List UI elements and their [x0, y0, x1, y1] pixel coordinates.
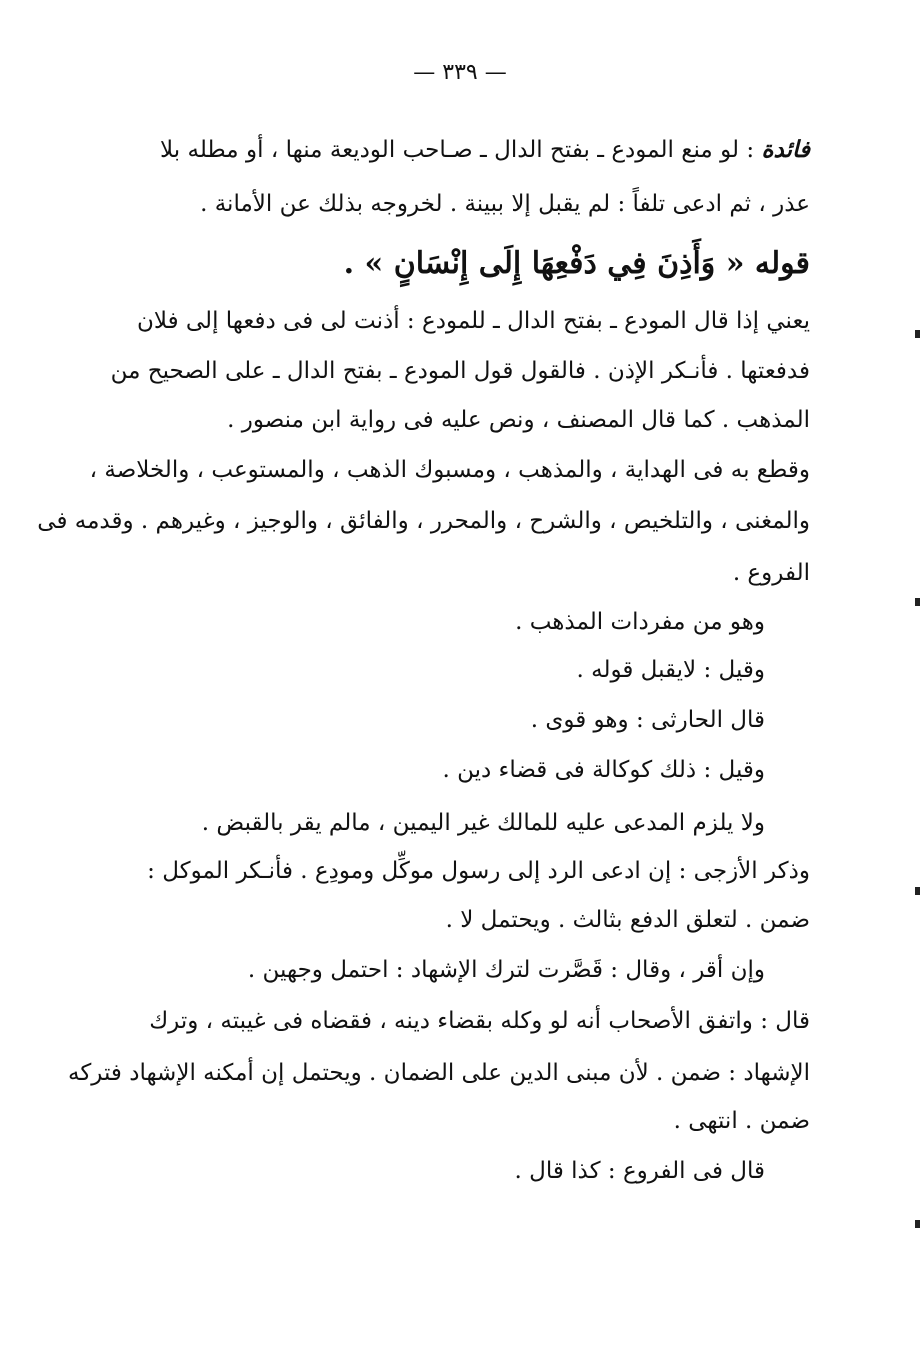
text-line: ضمن . انتهى .	[673, 1108, 810, 1134]
text-line: والمغنى ، والتلخيص ، والشرح ، والمحرر ، والفائق ، والوجيز ، وغيرهم . وقدمه فى	[37, 508, 810, 534]
margin-mark	[915, 887, 920, 895]
page-number: — ٣٣٩ —	[413, 60, 507, 85]
text-line: وقيل : لايقبل قوله .	[576, 657, 765, 683]
text-line: فائدة : لو منع المودع ـ بفتح الدال ـ صـاحب الوديعة منها ، أو مطله بلا	[160, 136, 811, 163]
text-line: ضمن . لتعلق الدفع بثالث . ويحتمل لا .	[445, 907, 810, 933]
text-line: وهو من مفردات المذهب .	[515, 609, 765, 635]
note-heading: فائدة	[761, 136, 811, 163]
text-line: وقيل : ذلك كوكالة فى قضاء دين .	[442, 757, 765, 783]
text-line: الفروع .	[732, 560, 810, 586]
text-line: قال : واتفق الأصحاب أنه لو وكله بقضاء دينه ، فقضاه فى غيبته ، وترك	[149, 1008, 810, 1034]
text-line: المذهب . كما قال المصنف ، ونص عليه فى رواية ابن منصور .	[227, 407, 810, 433]
quoted-text-line: قوله « وَأَذِنَ فِي دَفْعِهَا إِلَى إِنْسَانٍ » .	[343, 246, 810, 281]
text-line: الإشهاد : ضمن . لأن مبنى الدين على الضمان . ويحتمل إن أمكنه الإشهاد فتركه	[67, 1060, 810, 1086]
text-line: قال فى الفروع : كذا قال .	[514, 1158, 765, 1184]
margin-mark	[915, 598, 920, 606]
margin-mark	[915, 330, 920, 338]
text-line: عذر ، ثم ادعى تلفاً : لم يقبل إلا ببينة . لخروجه بذلك عن الأمانة .	[200, 191, 810, 217]
text-line: ولا يلزم المدعى عليه للمالك غير اليمين ، مالم يقر بالقبض .	[201, 810, 765, 836]
text-line: وذكر الأزجى : إن ادعى الرد إلى رسول موكِّل ومودِع . فأنـكر الموكل :	[147, 858, 810, 884]
margin-mark	[915, 1220, 920, 1228]
text-line: وإن أقر ، وقال : قَصَّرت لترك الإشهاد : احتمل وجهين .	[247, 957, 765, 983]
text-line: يعني إذا قال المودع ـ بفتح الدال ـ للمودع : أذنت لى فى دفعها إلى فلان	[136, 308, 810, 334]
text-line: قال الحارثى : وهو قوى .	[530, 707, 765, 733]
text-line: وقطع به فى الهداية ، والمذهب ، ومسبوك الذهب ، والمستوعب ، والخلاصة ،	[89, 457, 810, 483]
text-line: فدفعتها . فأنـكر الإذن . فالقول قول المودع ـ بفتح الدال ـ على الصحيح من	[110, 358, 810, 384]
